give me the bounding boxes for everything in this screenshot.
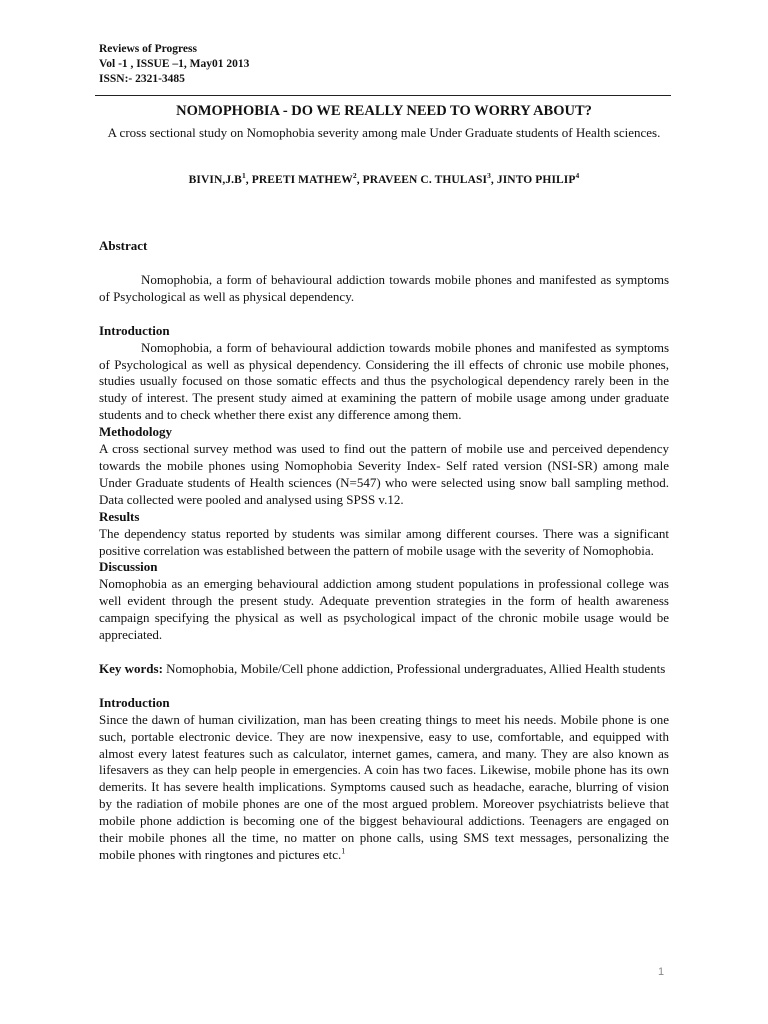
- abstract-heading: Abstract: [99, 238, 148, 253]
- author-4: JINTO PHILIP: [496, 174, 576, 186]
- author-3-affiliation: 3: [487, 171, 491, 181]
- keywords-label: Key words:: [99, 660, 163, 676]
- methodology-heading: Methodology: [99, 424, 172, 440]
- journal-header: [99, 42, 249, 87]
- discussion-text: Nomophobia as an emerging behavioural addiction among student populations in professional college was well evident through the present study. Adequate prevention strategies in the form of health awareness campaign specifying the physical as well as psychological impact of the chronic mobile usage would be appreciated.: [99, 576, 669, 643]
- page-number: 1: [658, 966, 665, 978]
- author-1-affiliation: 1: [241, 171, 246, 181]
- results-text: The dependency status reported by students was similar among different courses. There was a significant positive correlation was established between the pattern of mobile usage with the severity of Nomophobia.: [99, 525, 669, 558]
- citation-ref: 1: [341, 846, 346, 856]
- abstract-text: Nomophobia, a form of behavioural addiction towards mobile phones and manifested as symptoms of Psychological as well as physical dependency.: [99, 271, 669, 304]
- results-heading: Results: [99, 508, 140, 524]
- journal-name: Reviews of Progress: [99, 43, 197, 55]
- author-3: PRAVEEN C. THULASI: [362, 174, 488, 186]
- paper-title: NOMOPHOBIA - DO WE REALLY NEED TO WORRY ABOUT?: [176, 103, 592, 119]
- author-1: BIVIN,J.B: [188, 174, 242, 186]
- abstract-introduction-text: Nomophobia, a form of behavioural addiction towards mobile phones and manifested as symptoms of Psychological as well as physical dependency. Considering the ill effects of chronic use mobile phones, studies usually focused on those somatic effects and thus the psychological dependency rarely been in the study of interest. The present study aimed at examining the pattern of mobile usage among under graduate students and to check whether there exist any difference among them.: [99, 339, 669, 423]
- keywords: [99, 661, 669, 678]
- author-2: PREETI MATHEW: [251, 174, 353, 186]
- introduction-heading: Introduction: [99, 694, 170, 710]
- paper-subtitle: A cross sectional study on Nomophobia severity among male Under Graduate students of Health sciences.: [107, 125, 661, 140]
- methodology-text: A cross sectional survey method was used to find out the pattern of mobile use and perceived dependency towards the mobile phones using Nomophobia Severity Index- Self rated version (NSI-SR) among male Under Graduate students of Health sciences (N=547) who were selected using snow ball sampling method. Data collected were pooled and analysed using SPSS v.12.: [99, 441, 669, 507]
- discussion-heading: Discussion: [99, 559, 158, 575]
- introduction-text: [99, 712, 669, 864]
- keywords-text: Nomophobia, Mobile/Cell phone addiction, Professional undergraduates, Allied Health students: [162, 660, 666, 676]
- paper-body: [99, 238, 669, 864]
- header-rule: [95, 95, 671, 96]
- journal-issn: ISSN:- 2321-3485: [99, 73, 185, 85]
- author-separator: ,: [356, 174, 363, 186]
- author-2-affiliation: 2: [352, 171, 357, 181]
- abstract-introduction-heading: Introduction: [99, 322, 170, 338]
- author-4-affiliation: 4: [575, 171, 580, 181]
- author-list: [99, 171, 669, 186]
- author-separator: ,: [490, 174, 497, 186]
- introduction-body: Since the dawn of human civilization, man has been creating things to meet his needs. Mobile phone is one such, portable electronic device. They are now inexpensive, easy to use, comfortable, and equipped with almost every latest features such as calculator, internet games, camera, and many. They are also known as lifesavers as they can help people in emergencies. A coin has two faces. Likewise, mobile phone has its own demerits. It has severe health implications. Symptoms caused such as headache, earache, blurring of vision by the radiation of mobile phones are one of the most argued problem. Moreover psychiatrists believe that mobile phone addiction is becoming one of the biggest behavioural addictions. Teenagers are engaged on their mobile phones all the time, no matter on phone calls, using SMS text messages, personalizing the mobile phones with ringtones and pictures etc.: [99, 711, 669, 862]
- author-separator: ,: [245, 174, 252, 186]
- journal-volume: Vol -1 , ISSUE –1, May01 2013: [99, 58, 250, 70]
